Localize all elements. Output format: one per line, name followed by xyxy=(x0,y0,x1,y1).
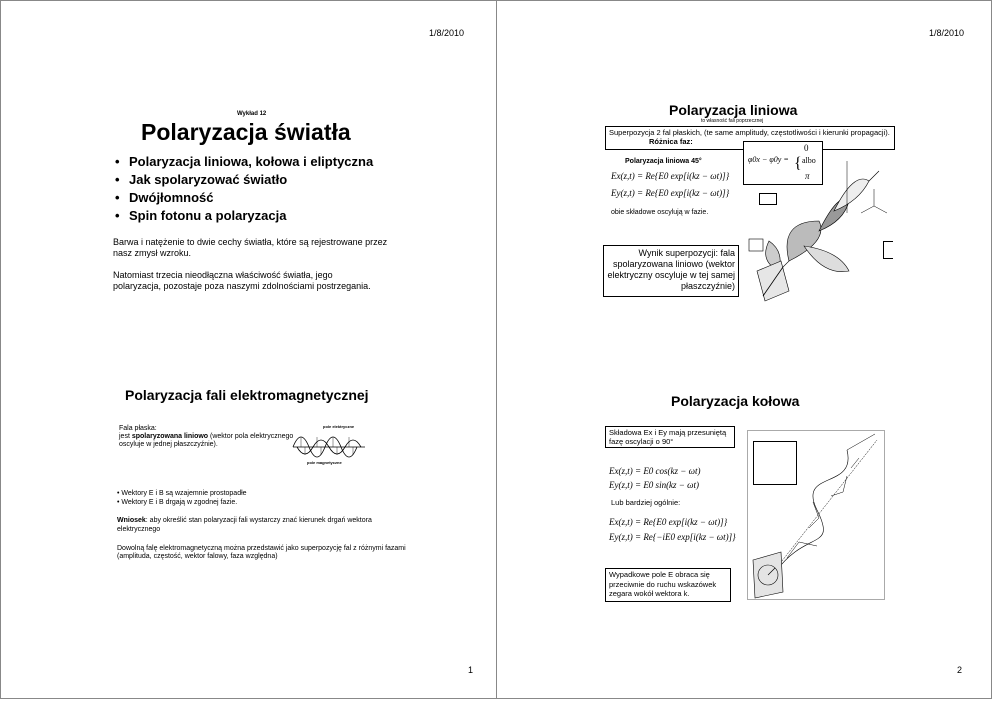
conclusion-text: : aby określić stan polaryzacji fali wystarczy znać kierunek drgań wektora elektrycznego xyxy=(117,517,372,533)
rotation-box: Wypadkowe pole E obraca się przeciwnie do ruchu wskazówek zegara wokół wektora k. xyxy=(605,568,731,602)
circular-eq-1: Ex(z,t) = E0 cos(kz − ωt) xyxy=(609,466,701,476)
label-electric-field: pole elektryczne xyxy=(323,424,355,429)
slide1-bullets xyxy=(115,153,373,225)
equation-ey: Ey(z,t) = Re{E0 exp[i(kz − ωt)]} xyxy=(611,188,730,198)
vector-notes xyxy=(117,489,247,507)
bullet-item: • Spin fotonu a polaryzacja xyxy=(115,207,373,225)
vector-note-1: • Wektory E i B są wzajemnie prostopadłe xyxy=(117,490,247,497)
phase-diff-label: Różnica faz: xyxy=(649,137,693,146)
plane-wave-text xyxy=(119,425,299,449)
circular-eq-3: Ex(z,t) = Re{E0 exp[i(kz − ωt)]} xyxy=(609,517,728,527)
slide4-title: Polaryzacja kołowa xyxy=(671,393,800,409)
slide2-title: Polaryzacja liniowa xyxy=(669,102,798,118)
lecture-label: Wykład 12 xyxy=(237,111,267,117)
slide1-date: 1/8/2010 xyxy=(429,28,465,38)
superposition-text: Superpozycja 2 fal płaskich, (te same amplitudy, częstotliwości i kierunki propagacji). xyxy=(609,128,890,137)
plane-wave-post: (wektor pola elektrycznego oscyluje w jednej płaszczyźnie). xyxy=(119,433,294,448)
page-left xyxy=(0,0,497,699)
heading-45: Polaryzacja liniowa 45° xyxy=(625,158,702,165)
slide2-date: 1/8/2010 xyxy=(929,28,965,38)
bullet-item: • Dwójłomność xyxy=(115,189,373,207)
page-number-right: 2 xyxy=(957,665,963,675)
page-number-left: 1 xyxy=(468,665,474,675)
slide1-title: Polaryzacja światła xyxy=(141,119,351,145)
plane-wave-label: Fala płaska: xyxy=(119,425,157,432)
superposition-note: Dowolną falę elektromagnetyczną można przedstawić jako superpozycję fal z różnymi fazami (amplituda, częstość, wektor falowy, faza względna) xyxy=(117,545,406,560)
general-form-label: Lub bardziej ogólnie: xyxy=(611,498,681,507)
vector-note-2: • Wektory E i B drgają w zgodnej fazie. xyxy=(117,499,238,506)
plane-wave-bold: spolaryzowana liniowo xyxy=(131,433,209,440)
phase-option-pi: π xyxy=(805,171,810,181)
components-box: Składowa Ex i Ey mają przesuniętą fazę oscylacji o 90° xyxy=(605,426,735,448)
result-box: Wynik superpozycji: fala spolaryzowana liniowo (wektor elektryczny oscyluje w tej samej płaszczyźnie) xyxy=(603,245,739,297)
circular-eq-4: Ey(z,t) = Re{−iE0 exp[i(kz − ωt)]} xyxy=(609,532,736,542)
phase-option-albo: albo xyxy=(802,156,816,165)
slide1-paragraph-1: Barwa i natężenie to dwie cechy światła, które są rejestrowane przez nasz zmysł wzroku. xyxy=(113,237,388,258)
label-magnetic-field: pole magnetyczne xyxy=(307,460,342,465)
in-phase-note: obie składowe oscylują w fazie. xyxy=(611,209,709,216)
phase-lhs: φ0x − φ0y = xyxy=(748,155,789,164)
bullet-item: • Jak spolaryzować światło xyxy=(115,171,373,189)
conclusion-label: Wniosek xyxy=(117,517,146,524)
phase-option-0: 0 xyxy=(804,143,809,153)
plane-wave-desc xyxy=(119,433,299,449)
circular-eq-2: Ey(z,t) = E0 sin(kz − ωt) xyxy=(609,480,699,490)
frame-edge xyxy=(883,241,893,259)
conclusion xyxy=(117,516,407,534)
circular-polarization-diagram xyxy=(747,430,885,600)
bullet-item: • Polaryzacja liniowa, kołowa i eliptyczna xyxy=(115,153,373,171)
page-right xyxy=(496,0,992,699)
slide3-title: Polaryzacja fali elektromagnetycznej xyxy=(125,387,369,403)
plane-wave-pre: jest xyxy=(119,433,132,440)
slide1-paragraph-2: Natomiast trzecia nieodłączna właściwość światła, jego polaryzacja, pozostaje poza naszymi zdolnościami postrzegania. xyxy=(113,270,371,291)
brace-icon: { xyxy=(794,155,802,172)
equation-ex: Ex(z,t) = Re{E0 exp[i(kz − ωt)]} xyxy=(611,171,730,181)
slide2-subtitle: to własność fali poprzecznej xyxy=(701,118,764,124)
linear-polarization-diagram xyxy=(729,151,889,311)
